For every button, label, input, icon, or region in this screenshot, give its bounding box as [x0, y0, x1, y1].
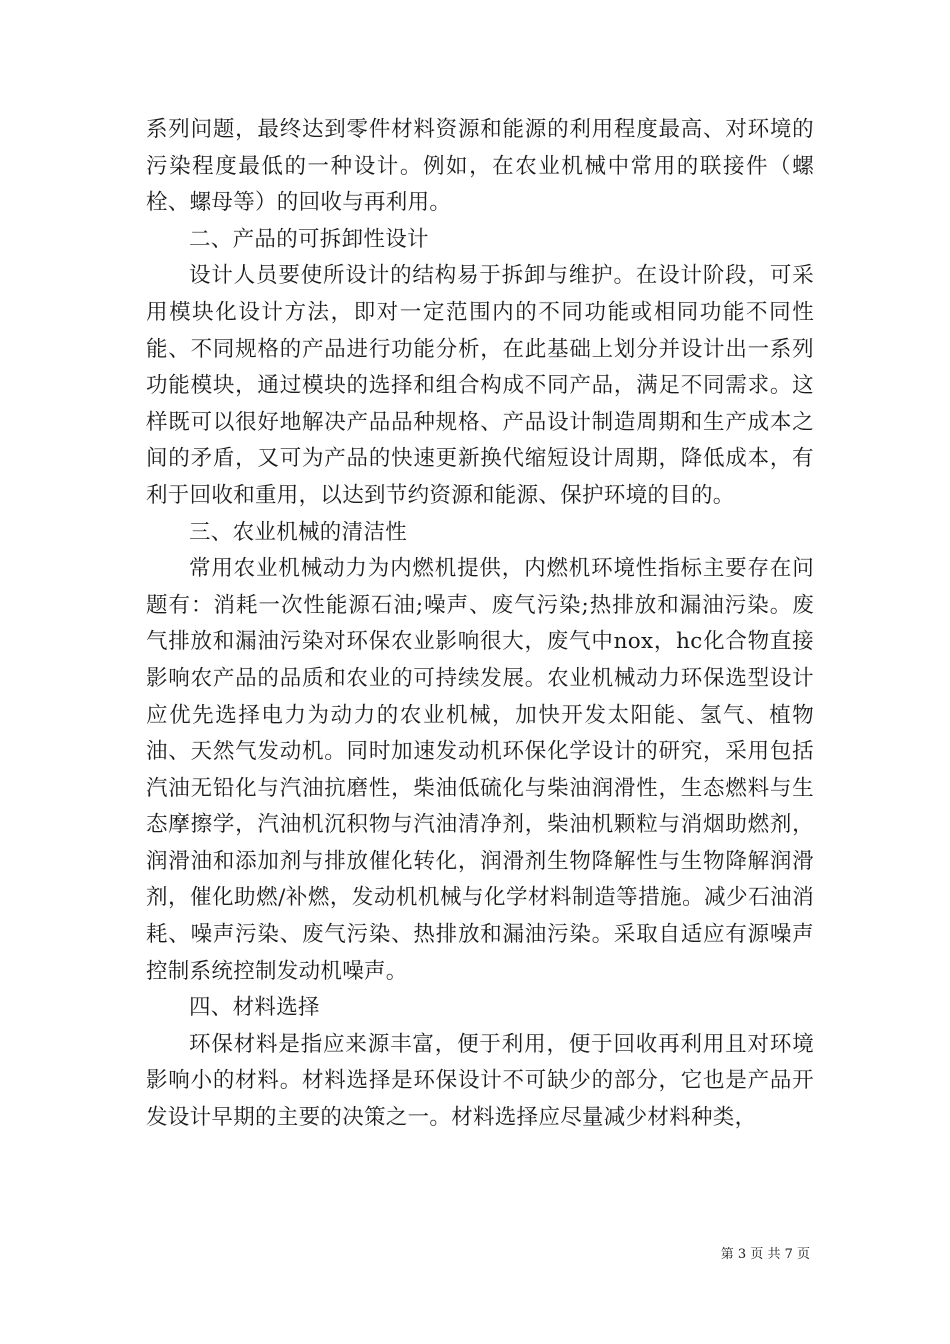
paragraph-2: 设计人员要使所设计的结构易于拆卸与维护。在设计阶段，可采用模块化设计方法，即对一定范围内的不同功能或相同功能不同性能、不同规格的产品进行功能分析，在此基础上划分并设计出一系列功能模块，通过模块的选择和组合构成不同产品，满足不同需求。这样既可以很好地解决产品品种规格、产品设计制造周期和生产成本之间的矛盾，又可为产品的快速更新换代缩短设计周期，降低成本，有利于回收和重用，以达到节约资源和能源、保护环境的目的。 — [146, 263, 814, 508]
section-heading-2: 二、产品的可拆卸性设计 — [189, 226, 429, 252]
document-body — [146, 112, 814, 1137]
section-heading-3: 三、农业机械的清洁性 — [189, 519, 408, 545]
section-heading-4: 四、材料选择 — [189, 995, 320, 1021]
page-number-footer: 第 3 页 共 7 页 — [720, 1247, 810, 1262]
paragraph-1: 系列问题，最终达到零件材料资源和能源的利用程度最高、对环境的污染程度最低的一种设计。例如，在农业机械中常用的联接件（螺栓、螺母等）的回收与再利用。 — [146, 117, 814, 216]
paragraph-4: 环保材料是指应来源丰富，便于利用，便于回收再利用且对环境影响小的材料。材料选择是环保设计不可缺少的部分，它也是产品开发设计早期的主要的决策之一。材料选择应尽量减少材料种类， — [146, 1031, 814, 1131]
paragraph-3: 常用农业机械动力为内燃机提供，内燃机环境性指标主要存在问题有：消耗一次性能源石油;噪声、废气污染;热排放和漏油污染。废气排放和漏油污染对环保农业影响很大，废气中nox，hc化合物直接影响农产品的品质和农业的可持续发展。农业机械动力环保选型设计应优先选择电力为动力的农业机械，加快开发太阳能、氢气、植物油、天然气发动机。同时加速发动机环保化学设计的研究，采用包括汽油无铅化与汽油抗磨性，柴油低硫化与柴油润滑性，生态燃料与生态摩擦学，汽油机沉积物与汽油清净剂，柴油机颗粒与消烟助燃剂，润滑油和添加剂与排放催化转化，润滑剂生物降解性与生物降解润滑剂，催化助燃/补燃，发动机机械与化学材料制造等措施。减少石油消耗、噪声污染、废气污染、热排放和漏油污染。采取自适应有源噪声控制系统控制发动机噪声。 — [146, 556, 814, 984]
